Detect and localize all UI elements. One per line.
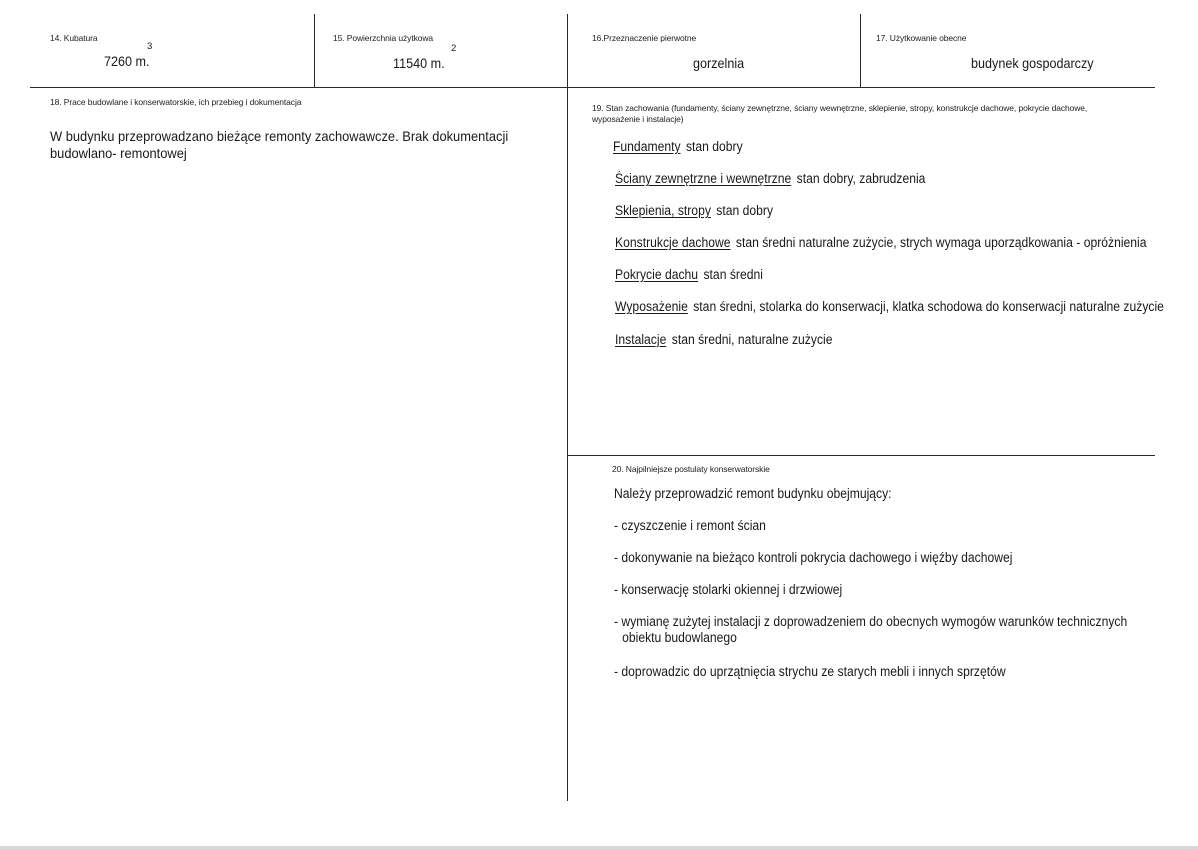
field-14-label: 14. Kubatura <box>50 33 98 43</box>
condition-value: stan średni <box>703 267 763 282</box>
field-14-value: 7260 m. <box>104 53 150 69</box>
condition-value: stan średni, naturalne zużycie <box>671 332 833 347</box>
field-16-label: 16.Przeznaczenie pierwotne <box>592 33 697 43</box>
divider-14-15 <box>314 14 315 88</box>
condition-key: Konstrukcje dachowe <box>615 235 731 250</box>
postulate-item: - wymianę zużytej instalacji z doprowadzeniem do obecnych wymogów warunków technicznych obiektu budowlanego <box>614 614 1128 645</box>
field-15-label: 15. Powierzchnia użytkowa <box>333 33 434 43</box>
divider-16-17 <box>860 14 861 88</box>
divider-15-16 <box>567 14 568 801</box>
field-14-superscript: 3 <box>147 41 153 52</box>
postulate-item: - doprowadzic do uprzątnięcia strychu ze starych mebli i innych sprzętów <box>614 664 1006 679</box>
section-20-top-rule <box>567 455 1155 456</box>
field-15-value: 11540 m. <box>393 55 445 71</box>
condition-row-sciany <box>615 171 925 186</box>
condition-value: stan dobry, zabrudzenia <box>796 171 926 186</box>
section-20-label: 20. Najpilniejsze postulaty konserwatorskie <box>612 464 770 474</box>
section-18-text: W budynku przeprowadzano bieżące remonty zachowawcze. Brak dokumentacji budowlano- remontowej <box>50 128 509 161</box>
section-18-label: 18. Prace budowlane i konserwatorskie, ich przebieg i dokumentacja <box>50 97 302 107</box>
condition-key: Fundamenty <box>613 139 681 154</box>
field-16-value: gorzelnia <box>693 55 745 71</box>
field-17-value: budynek gospodarczy <box>971 55 1094 71</box>
condition-row-pokrycie <box>615 267 763 282</box>
field-15-superscript: 2 <box>451 43 457 54</box>
condition-row-wyposazenie <box>615 299 1164 314</box>
condition-value: stan dobry <box>685 139 743 154</box>
field-17-label: 17. Użytkowanie obecne <box>876 33 967 43</box>
condition-row-instalacje <box>615 332 832 347</box>
section-19-label: 19. Stan zachowania (fundamenty, ściany zewnętrzne, ściany wewnętrzne, sklepienie, stropy, konstrukcje dachowe, pokrycie dachowe, wyposażenie i instalacje) <box>592 103 1088 124</box>
condition-value: stan dobry <box>716 203 774 218</box>
condition-value: stan średni naturalne zużycie, strych wymaga uporządkowania - opróżnienia <box>735 235 1147 250</box>
condition-key: Sklepienia, stropy <box>615 203 711 218</box>
condition-key: Instalacje <box>615 332 667 347</box>
condition-key: Wyposażenie <box>615 299 688 314</box>
condition-key: Ściany zewnętrzne i wewnętrzne <box>615 171 792 186</box>
postulate-item: - konserwację stolarki okiennej i drzwiowej <box>614 582 843 597</box>
condition-row-konstrukcje <box>615 235 1147 250</box>
postulate-item: - dokonywanie na bieżąco kontroli pokrycia dachowego i więźby dachowej <box>614 550 1013 565</box>
condition-key: Pokrycie dachu <box>615 267 699 282</box>
postulate-item: - czyszczenie i remont ścian <box>614 518 766 533</box>
condition-value: stan średni, stolarka do konserwacji, klatka schodowa do konserwacji naturalne zużycie <box>693 299 1164 314</box>
condition-row-fundamenty <box>613 139 743 154</box>
condition-row-sklepienia <box>615 203 773 218</box>
postulates-intro: Należy przeprowadzić remont budynku obejmujący: <box>614 486 892 501</box>
header-bottom-rule <box>30 87 1155 88</box>
